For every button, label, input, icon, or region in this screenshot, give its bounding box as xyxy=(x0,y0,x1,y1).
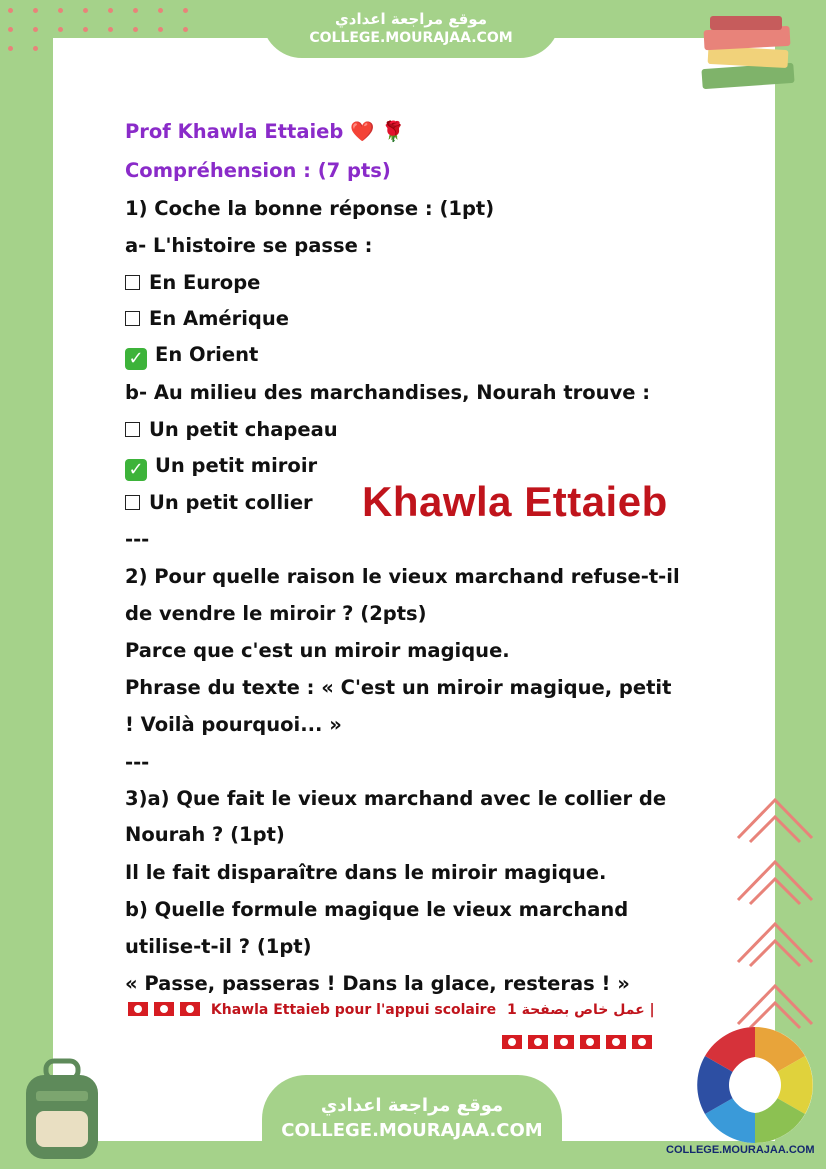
option-label: Un petit chapeau xyxy=(149,418,338,441)
checkbox-icon[interactable] xyxy=(125,275,140,290)
option-a3[interactable] xyxy=(125,343,258,370)
question-3a-line1: 3)a) Que fait le vieux marchand avec le collier de xyxy=(125,787,667,810)
check-icon[interactable]: ✓ xyxy=(125,459,147,481)
tunisia-flag-icon xyxy=(502,1035,522,1049)
question-3a-answer: Il le fait disparaître dans le miroir magique. xyxy=(125,861,607,884)
footer-credit-text: Khawla Ettaieb pour l'appui scolaire xyxy=(210,1002,497,1018)
check-icon[interactable]: ✓ xyxy=(125,348,147,370)
books-icon xyxy=(694,10,802,94)
bottom-banner xyxy=(262,1075,562,1169)
tunisia-flag-icon xyxy=(580,1035,600,1049)
footer-arabic-text: عمل خاص بصفحة 1 | xyxy=(506,1002,655,1018)
question-3a-line2: Nourah ? (1pt) xyxy=(125,823,285,846)
tunisia-flag-icon xyxy=(128,1002,148,1016)
flag-row xyxy=(502,1032,658,1051)
tunisia-flag-icon xyxy=(180,1002,200,1016)
chevron-up-decoration-icon xyxy=(730,790,820,1050)
separator-1: --- xyxy=(125,528,150,551)
question-1b-prompt: b- Au milieu des marchandises, Nourah trouve : xyxy=(125,381,651,404)
banner-url[interactable]: COLLEGE.MOURAJAA.COM xyxy=(309,30,513,46)
question-2-quote1: Phrase du texte : « C'est un miroir magique, petit xyxy=(125,676,672,699)
question-2-line2: de vendre le miroir ? (2pts) xyxy=(125,602,427,625)
top-banner xyxy=(262,0,560,58)
checkbox-icon[interactable] xyxy=(125,311,140,326)
question-3b-line2: utilise-t-il ? (1pt) xyxy=(125,935,312,958)
banner-arabic-title: موقع مراجعة اعدادي xyxy=(335,10,487,28)
question-1-title: 1) Coche la bonne réponse : (1pt) xyxy=(125,197,495,220)
footer-credit xyxy=(128,1002,655,1018)
option-b1[interactable] xyxy=(125,418,338,441)
question-2-quote2: ! Voilà pourquoi... » xyxy=(125,713,342,736)
education-wheel-logo-icon xyxy=(695,1025,815,1145)
tunisia-flag-icon xyxy=(554,1035,574,1049)
separator-2: --- xyxy=(125,751,150,774)
question-2-answer: Parce que c'est un miroir magique. xyxy=(125,639,510,662)
tunisia-flag-icon xyxy=(528,1035,548,1049)
tunisia-flag-icon xyxy=(632,1035,652,1049)
option-b2[interactable] xyxy=(125,454,317,481)
question-3b-line1: b) Quelle formule magique le vieux marchand xyxy=(125,898,629,921)
author-line: Prof Khawla Ettaieb ❤️ 🌹 xyxy=(125,120,406,143)
checkbox-icon[interactable] xyxy=(125,495,140,510)
tunisia-flag-icon xyxy=(606,1035,626,1049)
banner-arabic-title: موقع مراجعة اعدادي xyxy=(320,1095,504,1116)
section-title: Compréhension : (7 pts) xyxy=(125,159,391,182)
option-a2[interactable] xyxy=(125,307,289,330)
tunisia-flag-icon xyxy=(154,1002,174,1016)
author-watermark: Khawla Ettaieb xyxy=(362,478,668,525)
site-logo-text[interactable]: COLLEGE.MOURAJAA.COM xyxy=(666,1144,815,1156)
banner-url[interactable]: COLLEGE.MOURAJAA.COM xyxy=(281,1120,543,1141)
question-2-line1: 2) Pour quelle raison le vieux marchand refuse-t-il xyxy=(125,565,680,588)
backpack-icon xyxy=(12,1055,112,1165)
option-b3[interactable] xyxy=(125,491,313,514)
question-3b-answer: « Passe, passeras ! Dans la glace, resteras ! » xyxy=(125,972,630,995)
option-label: En Amérique xyxy=(149,307,289,330)
option-label: Un petit miroir xyxy=(155,454,318,477)
option-a1[interactable] xyxy=(125,271,260,294)
option-label: Un petit collier xyxy=(149,491,313,514)
option-label: En Orient xyxy=(155,343,259,366)
question-1a-prompt: a- L'histoire se passe : xyxy=(125,234,373,257)
checkbox-icon[interactable] xyxy=(125,422,140,437)
option-label: En Europe xyxy=(149,271,261,294)
